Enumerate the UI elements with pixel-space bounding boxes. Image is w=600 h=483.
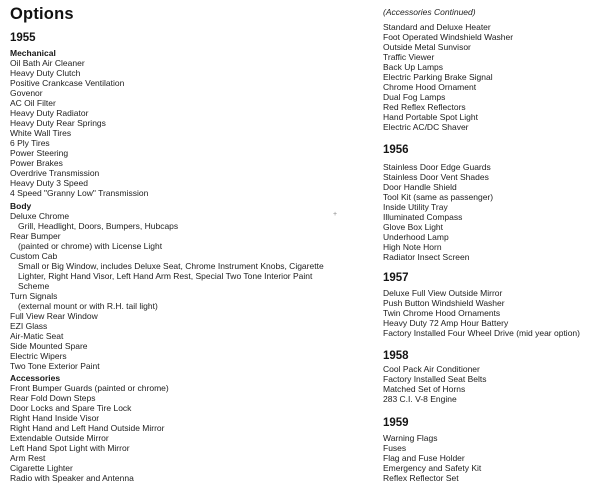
- option-item: Grill, Headlight, Doors, Bumpers, Hubcaps: [18, 221, 179, 231]
- option-item: Heavy Duty Rear Springs: [10, 118, 106, 128]
- option-item: Reflex Reflector Set: [383, 473, 459, 483]
- option-item: 283 C.I. V-8 Engine: [383, 393, 457, 404]
- option-item: Emergency and Safety Kit: [383, 463, 482, 473]
- option-item: Glove Box Light: [383, 221, 444, 232]
- option-item: Right Hand Inside Visor: [10, 413, 100, 423]
- scan-artifact: +: [333, 211, 338, 218]
- option-item: Custom Cab: [10, 251, 58, 261]
- option-item: EZI Glass: [10, 321, 48, 331]
- section-1958: [383, 350, 598, 404]
- option-item: Rear Fold Down Steps: [10, 393, 96, 403]
- option-item: Matched Set of Horns: [383, 383, 466, 394]
- option-item: Oil Bath Air Cleaner: [10, 58, 85, 68]
- option-item: Right Hand and Left Hand Outside Mirror: [10, 423, 165, 433]
- option-item: (external mount or with R.H. tail light): [18, 301, 158, 311]
- option-item: AC Oil Filter: [10, 98, 56, 108]
- year-heading-1955: 1955: [10, 32, 36, 44]
- option-item: Traffic Viewer: [383, 51, 435, 62]
- option-item: Electric AC/DC Shaver: [383, 121, 469, 132]
- option-item: Full View Rear Window: [10, 311, 98, 321]
- option-item: Twin Chrome Hood Ornaments: [383, 307, 501, 318]
- option-item: Chrome Hood Ornament: [383, 81, 477, 92]
- option-item: Dual Fog Lamps: [383, 91, 446, 102]
- option-item: Heavy Duty Radiator: [10, 108, 89, 118]
- option-item: Heavy Duty 72 Amp Hour Battery: [383, 317, 509, 328]
- option-item: Side Mounted Spare: [10, 341, 88, 351]
- option-item: Foot Operated Windshield Washer: [383, 31, 514, 42]
- option-item: Power Steering: [10, 148, 69, 158]
- item-list-1957: [383, 288, 598, 338]
- option-item: Heavy Duty 3 Speed: [10, 178, 88, 188]
- option-item: Warning Flags: [383, 433, 438, 443]
- option-item: 6 Ply Tires: [10, 138, 50, 148]
- option-item: Tool Kit (same as passenger): [383, 191, 494, 202]
- option-item: Power Brakes: [10, 158, 63, 168]
- group-heading-accessories: Accessories: [10, 373, 61, 383]
- option-item: Electric Parking Brake Signal: [383, 71, 493, 82]
- option-item: Extendable Outside Mirror: [10, 433, 109, 443]
- option-item: Outside Metal Sunvisor: [383, 41, 471, 52]
- option-item: Red Reflex Reflectors: [383, 101, 466, 112]
- option-item: Air-Matic Seat: [10, 331, 64, 341]
- year-heading-1959: 1959: [383, 416, 409, 429]
- option-item: Inside Utility Tray: [383, 201, 448, 212]
- mechanical-item-list: [10, 58, 382, 198]
- option-item: Illuminated Compass: [383, 211, 463, 222]
- option-item: Stainless Door Vent Shades: [383, 171, 489, 182]
- page-title: Options: [10, 5, 74, 23]
- option-item: Factory Installed Seat Belts: [383, 373, 487, 384]
- option-item: Fuses: [383, 443, 407, 453]
- option-item: (painted or chrome) with License Light: [18, 241, 163, 251]
- option-item: Deluxe Full View Outside Mirror: [383, 287, 503, 298]
- option-item: Hand Portable Spot Light: [383, 111, 478, 122]
- option-item: Radiator Insect Screen: [383, 251, 470, 262]
- item-list-1959: [383, 433, 598, 483]
- option-item: Cool Pack Air Conditioner: [383, 363, 480, 374]
- accessories-continued-item-list: [383, 22, 598, 132]
- option-item: Factory Installed Four Wheel Drive (mid year option): [383, 327, 580, 338]
- item-list-1956: [383, 162, 598, 262]
- option-item: Deluxe Chrome: [10, 211, 70, 221]
- option-item: Cigarette Lighter: [10, 463, 73, 473]
- option-item: Stainless Door Edge Guards: [383, 161, 491, 172]
- year-heading-1958: 1958: [383, 349, 409, 362]
- item-list-1958: [383, 364, 598, 404]
- option-item: Standard and Deluxe Heater: [383, 21, 491, 32]
- body-item-list: [10, 211, 382, 371]
- option-item: Electric Wipers: [10, 351, 67, 361]
- option-item: Front Bumper Guards (painted or chrome): [10, 383, 169, 393]
- option-item: High Note Horn: [383, 241, 442, 252]
- section-1957: [383, 272, 598, 338]
- section-1956: [383, 144, 598, 262]
- option-item: Door Handle Shield: [383, 181, 457, 192]
- option-item: Positive Crankcase Ventilation: [10, 78, 125, 88]
- option-item: Scheme: [18, 281, 50, 291]
- accessories-continued-note: (Accessories Continued): [383, 7, 476, 17]
- option-item: Turn Signals: [10, 291, 58, 301]
- option-item: Rear Bumper: [10, 231, 61, 241]
- option-item: Push Button Windshield Washer: [383, 297, 505, 308]
- option-item: Arm Rest: [10, 453, 46, 463]
- accessories-item-list: [10, 383, 382, 483]
- option-item: Lighter, Right Hand Visor, Left Hand Arm Rest, Special Two Tone Interior Paint: [18, 271, 313, 281]
- option-item: White Wall Tires: [10, 128, 72, 138]
- option-item: Govenor: [10, 88, 43, 98]
- group-heading-body: Body: [10, 201, 32, 211]
- year-heading-1956: 1956: [383, 143, 409, 156]
- section-1959: [383, 417, 598, 483]
- option-item: Back Up Lamps: [383, 61, 443, 72]
- option-item: Radio with Speaker and Antenna: [10, 473, 134, 483]
- option-item: Heavy Duty Clutch: [10, 68, 81, 78]
- option-item: Overdrive Transmission: [10, 168, 100, 178]
- year-heading-1957: 1957: [383, 271, 409, 284]
- option-item: 4 Speed "Granny Low" Transmission: [10, 188, 149, 198]
- right-column: [383, 7, 598, 483]
- option-item: Left Hand Spot Light with Mirror: [10, 443, 130, 453]
- option-item: Flag and Fuse Holder: [383, 453, 465, 463]
- option-item: Small or Big Window, includes Deluxe Seat, Chrome Instrument Knobs, Cigarette: [18, 261, 324, 271]
- left-column: [10, 5, 382, 483]
- option-item: Underhood Lamp: [383, 231, 449, 242]
- option-item: Two Tone Exterior Paint: [10, 361, 100, 371]
- group-heading-mechanical: Mechanical: [10, 48, 56, 58]
- option-item: Door Locks and Spare Tire Lock: [10, 403, 132, 413]
